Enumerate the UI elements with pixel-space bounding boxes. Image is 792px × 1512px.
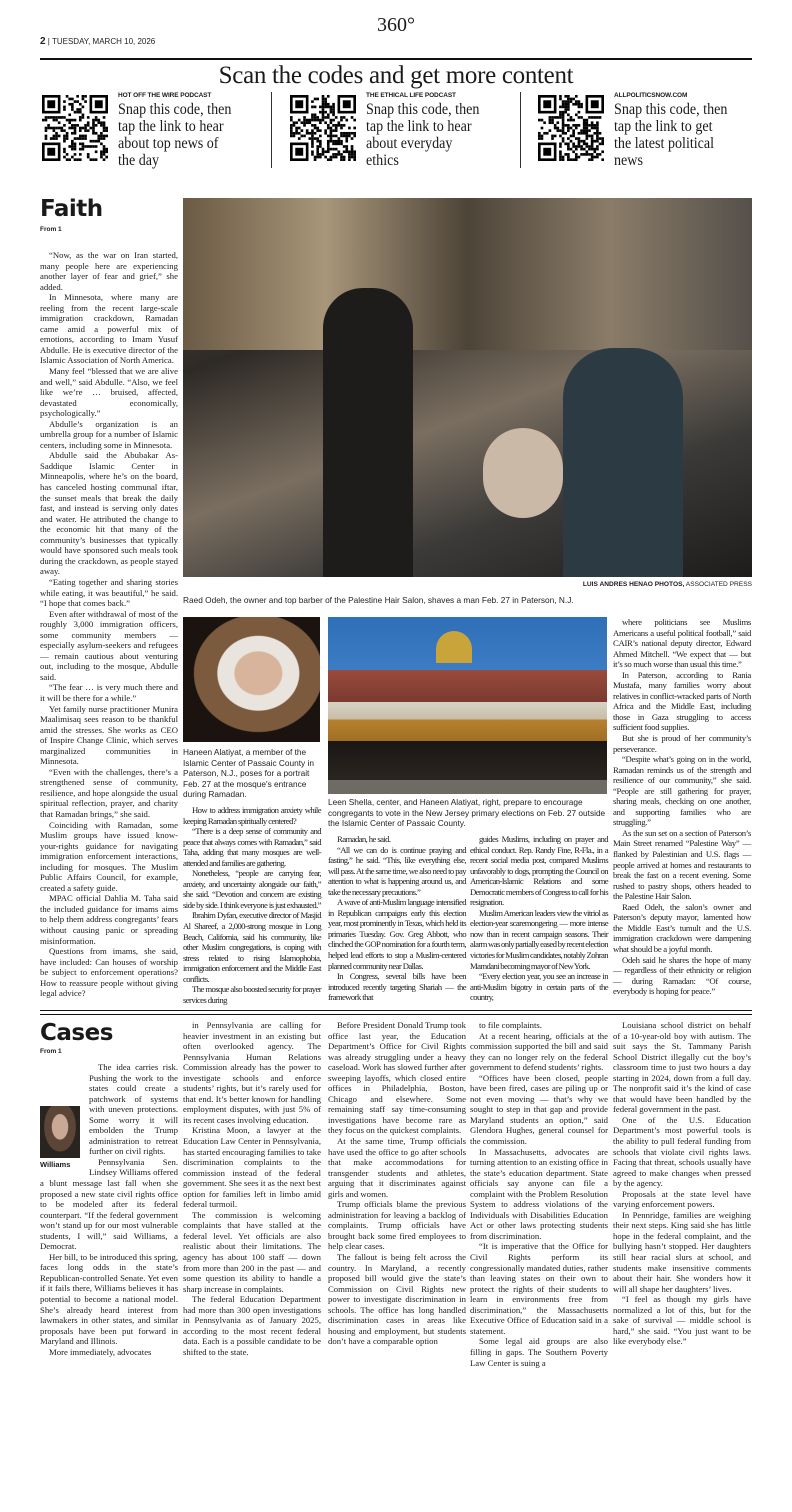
section-divider [40, 1010, 752, 1015]
paragraph: In Paterson, according to Rania Mustafa, many families worry about relatives in conflict-wracked parts of North Africa and the Middle East, including those in Gaza struggling to access sufficient food supplies. [613, 669, 751, 733]
paragraph: “Offices have been closed, people have been fired, cases are piling up or not even moving — that’s why we sought to step in that gap and provide Maryland students an option,” said Glendora Hughes, general counsel for the commission. [470, 1072, 608, 1147]
paragraph: “There is a deep sense of community and peace that always comes with Ramadan,” said Taha, adding that many mosques are well-attended and families are gathering. [183, 826, 321, 868]
paragraph: “It is imperative that the Office for Civil Rights perform its congressionally mandated duties, rather than leaving states on their own to protect the rights of their students to learn in environments free from discrimination,” the Massachusetts Executive Office of Education said in a statement. [470, 1241, 608, 1336]
cases-column-2 [183, 1020, 321, 1358]
paragraph: One of the U.S. Education Department’s most powerful tools is the ability to pull federal funding from schools that violate civil rights laws. Facing that threat, schools usually have agreed to make changes when pressed by the agency. [613, 1114, 751, 1189]
paragraph: “Now, as the war on Iran started, many people here are experiencing another layer of fear and grief,” she added. [40, 250, 178, 292]
photo-credit [183, 581, 752, 588]
qr-code-3[interactable] [538, 94, 604, 167]
paragraph: More immediately, advocates [49, 1346, 152, 1357]
paragraph: Trump officials blame the previous administration for leaving a backlog of complaints. Trump officials have brought back some fired employees to help clear cases. [328, 1199, 466, 1252]
paragraph: Questions from imams, she said, have included: Can houses of worship be subject to enforcement operations? How to reassure people without giving legal advice? [40, 946, 178, 999]
paragraph: “Every election year, you see an increase in anti-Muslim bigotry in certain parts of the country, [470, 971, 608, 1003]
paragraph: where politicians see Muslims Americans a useful political football,” said CAIR’s national deputy director, Edward Ahmed Mitchell. “We expect that — but it’s so much worse than usual this time.” [613, 617, 751, 670]
agency: ASSOCIATED PRESS [684, 581, 752, 588]
paragraph: Odeh said he shares the hope of many — regardless of their ethnicity or religion — during Ramadan: “Of course, everybody is hoping for peace.” [613, 954, 751, 997]
promo-item-1 [118, 92, 258, 169]
jump-from: From 1 [40, 226, 62, 233]
mugshot-float [40, 1106, 84, 1170]
paragraph: Louisiana school district on behalf of a 10-year-old boy with autism. The suit says the St. Tammany Parish School District illegally cut the boy’s classroom time to just two hours a day starting in 2024, down from a full day. The nonprofit said it’s the kind of case that would have been handled by the federal government in the past. [613, 1020, 751, 1115]
mosque-caption: Leen Shella, center, and Haneen Alatiyat, right, prepare to encourage congregants to vote in the New Jersey primary elections on Feb. 27 outside the Islamic Center of Passaic County. [328, 797, 606, 829]
paragraph: “Despite what’s going on in the world, Ramadan reminds us of the strength and resilience of our community,” she said. “People are still gathering for prayer, sharing meals, checking on one another, and supporting families who are struggling.” [613, 754, 751, 828]
paragraph: Pennsylvania Sen. Lindsey Williams offered a blunt message last fall when she proposed a new state civil rights office to be modeled after its federal counterpart. “If the federal government won’t stand up for our most vulnerable students, I will,” said Williams, a Democrat. [40, 1156, 178, 1252]
cases-column-1 [40, 1062, 178, 1357]
paragraph: MPAC official Dahlia M. Taha said the included guidance for imams aims to help them address congregants’ fears without causing panic or spreading misinformation. [40, 893, 178, 946]
paragraph: Ramadan, he said. [337, 834, 391, 844]
faith-column-3 [328, 834, 466, 1003]
paragraph: The federal Education Department had more than 300 open investigations in Pennsylvania as of January 2025, according to the most recent federal data. Each is a possible candidate to be shifted to the state. [183, 1294, 321, 1357]
faith-column-4 [470, 834, 608, 1003]
paragraph: As the sun set on a section of Paterson’s Main Street renamed “Palestine Way” — flanked by Palestinian and U.S. flags — people arrived at homes and restaurants to break the fast on a recent evening. Some rushed to pastry shops, others headed to the Palestine Hair Salon. [613, 827, 751, 902]
promo-label: ALLPOLITICSNOW.COM [614, 92, 688, 99]
promo-item-2 [366, 92, 506, 169]
promo-label: HOT OFF THE WIRE PODCAST [118, 92, 212, 99]
paragraph: Abdulle’s organization is an umbrella group for a number of Islamic centers, including some in Minnesota. [40, 418, 178, 450]
page-number: 2 [40, 36, 46, 47]
paragraph: The mosque also boosted security for prayer services during [183, 984, 321, 1005]
portrait-photo [183, 617, 320, 742]
paragraph: Yet family nurse practitioner Munira Maalimisaq sees reason to be thankful amid the stresses. She works as CEO of Inspire Change Clinic, which serves marginalized communities in Minnesota. [40, 703, 178, 767]
paragraph: Nonetheless, “people are carrying fear, anxiety, and uncertainty alongside our faith,” she said. “Devotion and concern are existing side by side. I think everyone is just exhausted.” [183, 868, 321, 910]
faith-column-5 [613, 617, 751, 997]
promo-text: Snap this code, then tap the link to hear about everyday ethics [366, 101, 480, 169]
paragraph: Her bill, to be introduced this spring, faces long odds in the state’s Republican-controlled Senate. Yet even if it fails there, Williams believes it has potential to become a national model. She’s already heard interest from lawmakers in other states, and similar proposals have been put forward in Maryland and Illinois. [40, 1251, 178, 1347]
paragraph: At the same time, Trump officials have used the office to go after schools that make accommodations for transgender students and athletes, arguing that it discriminates against girls and women. [328, 1136, 466, 1199]
promo-title: Scan the codes and get more content [218, 62, 574, 89]
paragraph: In Congress, several bills have been introduced recently targeting Shariah — the framework that [328, 971, 466, 1003]
qr-code-1[interactable] [42, 94, 108, 167]
paragraph: “The fear … is very much there and it will be there for a while.” [40, 682, 178, 703]
paragraph: Even after withdrawal of most of the roughly 3,000 immigration officers, some community members — especially asylum-seekers and refugees — remain cautious about venturing out, including to the mosque, Abdulle said. [40, 608, 178, 682]
paragraph: Many feel “blessed that we are alive and well,” said Abdulle. “Also, we feel like we’re … bruised, affected, devastated economically, psychologically.” [40, 366, 178, 419]
jump-from: From 1 [40, 1048, 62, 1055]
photographer: LUIS ANDRES HENAO PHOTOS, [582, 581, 685, 588]
issue-date: TUESDAY, MARCH 10, 2026 [51, 37, 156, 46]
mosque-photo [328, 617, 607, 794]
paragraph: At a recent hearing, officials at the commission supported the bill and said they can no longer rely on the federal government to defend students’ rights. [470, 1030, 608, 1073]
promo-text: Snap this code, then tap the link to hear about top news of the day [118, 101, 232, 169]
faith-column-1 [40, 250, 178, 999]
paragraph: “Eating together and sharing stories while eating, it was beautiful,” he said. “I hope that comes back.” [40, 576, 178, 609]
cases-column-3 [328, 1020, 466, 1347]
qr-code-icon [42, 94, 108, 162]
promo-item-3 [614, 92, 754, 169]
paragraph: In Minnesota, where many are reeling from the recent large-scale immigration crackdown, Ramadan came amid a powerful mix of emotions, according to Imam Yusuf Abdulle. He is executive director of the Islamic Association of North America. [40, 292, 178, 366]
cases-column-5 [613, 1020, 751, 1347]
cases-column-4 [470, 1020, 608, 1368]
section-name: 360° [377, 14, 415, 36]
paragraph: The commission is welcoming complaints that have stalled at the federal level. Yet officials are also realistic about their limitations. The agency has about 100 staff — down from more than 200 in the past — and some question its ability to handle a sharp increase in complaints. [183, 1209, 321, 1294]
header-rule [40, 58, 752, 60]
paragraph: Before President Donald Trump took office last year, the Education Department’s Office for Civil Rights was already struggling under a heavy caseload. Work has slowed further after sweeping layoffs, which closed entire offices in Philadelphia, Boston, Chicago and elsewhere. Some remaining staff say time-consuming investigations have become rare as they focus on the quickest complaints. [328, 1020, 466, 1136]
paragraph: Some legal aid groups are also filling in gaps. The Southern Poverty Law Center is suing a [470, 1336, 608, 1368]
qr-code-icon [290, 94, 356, 162]
paragraph: Kristina Moon, a lawyer at the Education Law Center in Pennsylvania, has started encouraging families to take discrimination complaints to the commission instead of the federal government. She sees it as the next best option for families left in limbo amid federal turmoil. [183, 1125, 322, 1210]
faith-heading: Faith [40, 196, 103, 222]
promo-text: Snap this code, then tap the link to get the latest political news [614, 101, 728, 169]
paragraph: “All we can do is continue praying and fasting,” he said. “This, like everything else, will pass. At the same time, we also need to pay attention to what is happening around us, and take the necessary precautions.” [328, 844, 466, 897]
paragraph: In Pennridge, families are weighing their next steps. King said she has little hope in the federal complaint, and the bullying hasn’t stopped. Her daughters still hear racial slurs at school, and students make insensitive comments about their hair. She wonders how it will all shape her daughters’ lives. [613, 1209, 751, 1294]
mugshot-caption: Williams [40, 1160, 71, 1169]
paragraph: Abdulle said the Abubakar As-Saddique Islamic Center in Minneapolis, where he’s on the board, has canceled hosting communal iftar, the sunset meals that break the daily fast, and instead is serving only dates and water. He attributed the change to the economic hit that many of the community’s businesses that typically would have sponsored such meals took during the crackdown, as people stayed away. [40, 450, 178, 577]
paragraph: “Even with the challenges, there’s a strengthened sense of community, resilience, and hope alongside the usual spiritual reflection, prayer, and charity that Ramadan brings,” she said. [40, 766, 178, 819]
paragraph: Coinciding with Ramadan, some Muslim groups have issued know-your-rights guidance for navigating immigration enforcement interactions, including for mosques. The Muslim Public Affairs Council, for example, created a safety guide. [40, 819, 178, 893]
folio: 2 | TUESDAY, MARCH 10, 2026 [40, 36, 156, 47]
paragraph: Proposals at the state level have varying enforcement powers. [613, 1188, 751, 1210]
qr-code-icon [538, 94, 604, 162]
promo-divider [271, 92, 272, 168]
paragraph: Muslim American leaders view the vitriol as election-year scaremongering — more intense now than in recent campaign seasons. Their alarm was only partially eased by recent election victories for Muslim candidates, notably Zohran Mamdani becoming mayor of New York. [470, 907, 608, 971]
paragraph: guides Muslims, including on prayer and ethical conduct. Rep. Randy Fine, R-Fla., in a recent social media post, compared Muslims unfavorably to dogs, prompting the Council on American-Islamic Relations and some Democratic members of Congress to call for his resignation. [470, 834, 608, 908]
promo-label: THE ETHICAL LIFE PODCAST [366, 92, 456, 99]
paragraph: in Pennsylvania are calling for heavier investment in an existing but often overlooked agency. The Pennsylvania Human Relations Commission already has the power to investigate schools and enforce students’ rights, but it’s rarely used for that end. It’s better known for handling employment disputes, with just 5% of its recent cases involving education. [183, 1020, 321, 1125]
promo-divider [520, 92, 521, 168]
paragraph: In Massachusetts, advocates are turning attention to an existing office in the state’s education department. State officials say anyone can file a complaint with the Problem Resolution System to address violations of the Individuals with Disabilities Education Act or other laws protecting students from discrimination. [470, 1146, 608, 1241]
barber-shop-photo [183, 198, 752, 577]
paragraph: How to address immigration anxiety while keeping Ramadan spiritually centered? [183, 805, 321, 826]
paragraph: A wave of anti-Muslim language intensified in Republican campaigns early this election year, most prominently in Texas, which held its primaries Tuesday. Gov. Greg Abbott, who clinched the GOP nomination for a fourth term, helped lead efforts to stop a Muslim-centered planned community near Dallas. [328, 897, 466, 971]
qr-code-2[interactable] [290, 94, 356, 167]
portrait-caption: Haneen Alatiyat, a member of the Islamic Center of Passaic County in Paterson, N.J., poses for a portrait Feb. 27 at the mosque's entrance during Ramadan. [183, 747, 314, 800]
paragraph: to file complaints. [479, 1020, 542, 1030]
paragraph: Raed Odeh, the salon’s owner and Paterson’s deputy mayor, lamented how the Middle East’s tumult and the U.S. immigration crackdown were dampening what should be a joyful month. [613, 901, 751, 954]
paragraph: Ibrahim Dyfan, executive director of Masjid Al Shareef, a 2,000-strong mosque in Long Beach, California, said his community, like other Muslim congregations, is coping with stress related to rising Islamophobia, immigration enforcement and the Middle East conflicts. [183, 910, 321, 984]
paragraph: The fallout is being felt across the country. In Maryland, a recently proposed bill would give the state’s Commission on Civil Rights new power to investigate discrimination in schools. The office has long handled discrimination cases in areas like housing and employment, but students don’t have a comparable option [328, 1252, 466, 1347]
paragraph: “I feel as though my girls have normalized a lot of this, but for the sake of survival — middle school is hard,” she said. “You just want to be like everybody else.” [613, 1294, 751, 1347]
faith-column-2 [183, 805, 321, 1005]
williams-mugshot [40, 1106, 80, 1158]
cases-heading: Cases [40, 1020, 113, 1046]
paragraph: The idea carries risk. Pushing the work to the states could create a patchwork of systems with uneven protections. Some worry it will embolden the Trump administration to retreat further on civil rights. [89, 1062, 178, 1157]
paragraph: But she is proud of her community’s perseverance. [613, 733, 751, 754]
main-photo-caption: Raed Odeh, the owner and top barber of the Palestine Hair Salon, shaves a man Feb. 27 in Paterson, N.J. [183, 595, 574, 605]
